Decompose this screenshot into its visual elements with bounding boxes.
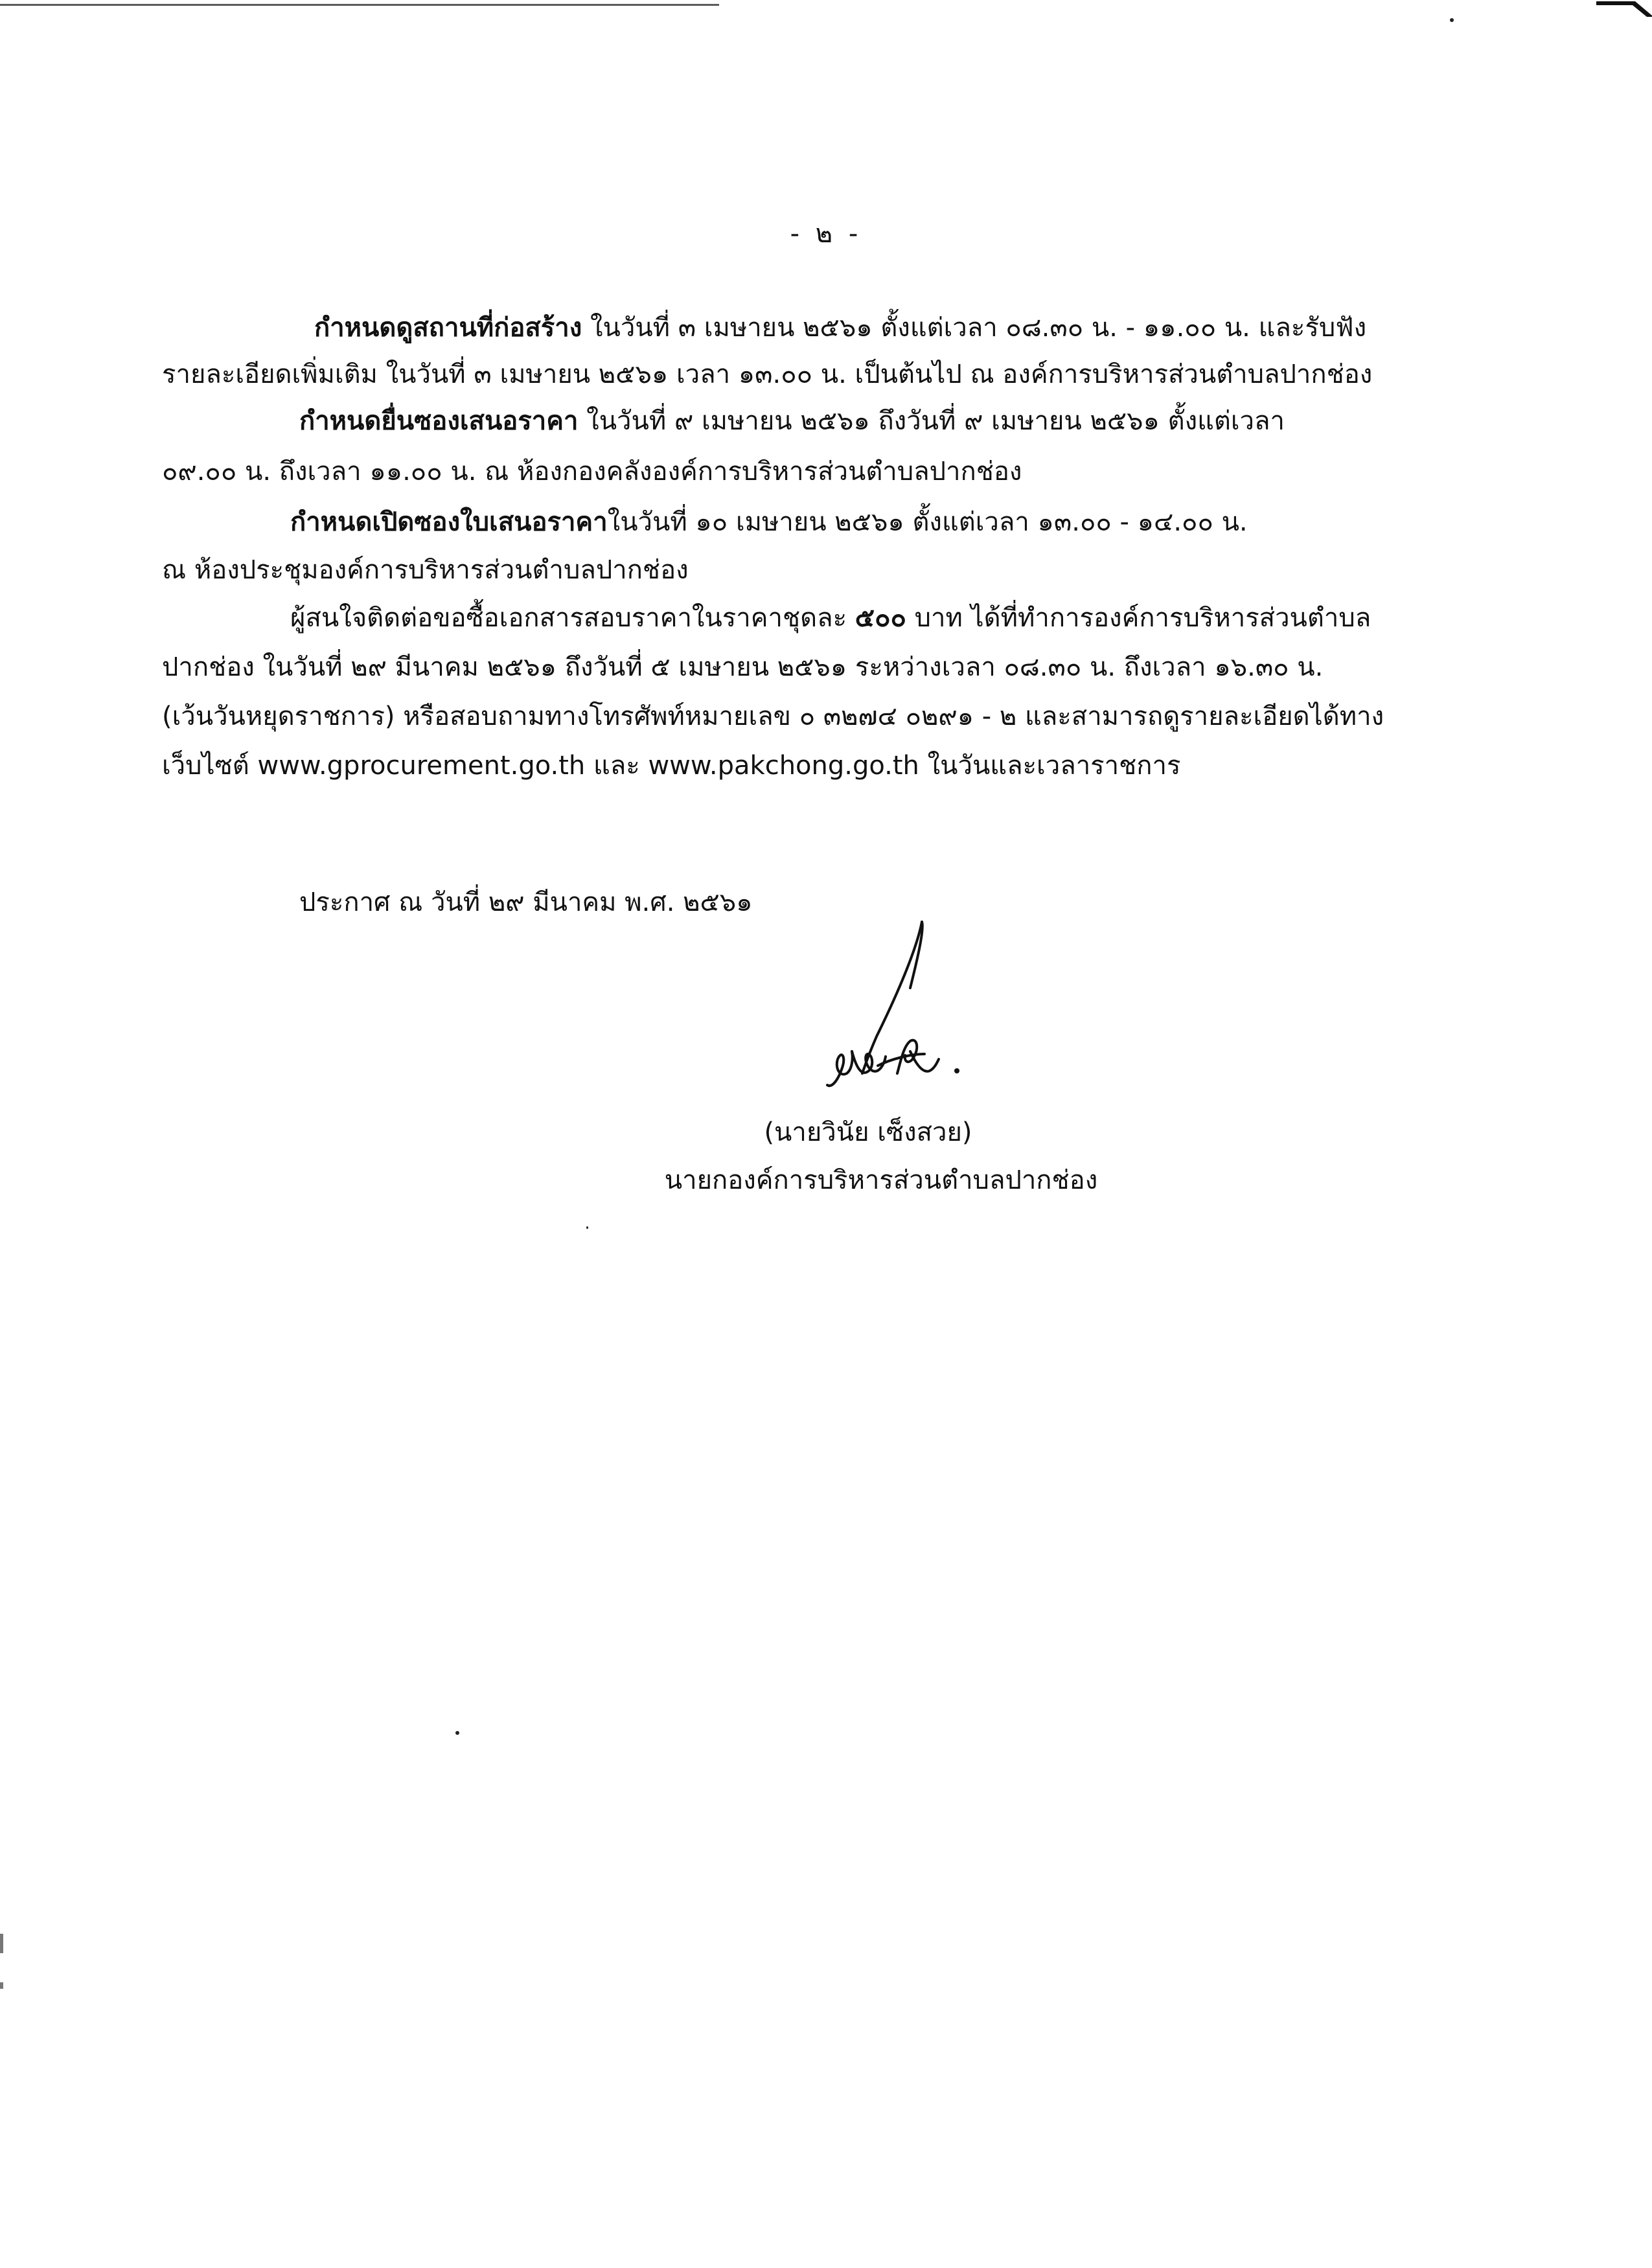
scan-speck	[586, 1226, 588, 1229]
para2-line1-text: ในวันที่ ๙ เมษายน ๒๕๖๑ ถึงวันที่ ๙ เมษายน ๒๕๖๑ ตั้งแต่เวลา	[578, 406, 1285, 436]
scan-edge-line	[0, 4, 719, 6]
para4-line1-text-a: ผู้สนใจติดต่อขอซื้อเอกสารสอบราคาในราคาชุดละ	[290, 603, 855, 633]
para2-line1	[299, 403, 1285, 439]
para1-line1-text: ในวันที่ ๓ เมษายน ๒๕๖๑ ตั้งแต่เวลา ๐๘.๓๐ น. - ๑๑.๐๐ น. และรับฟัง	[582, 313, 1367, 343]
para4-line2: ปากช่อง ในวันที่ ๒๙ มีนาคม ๒๕๖๑ ถึงวันที่ ๕ เมษายน ๒๕๖๑ ระหว่างเวลา ๐๘.๓๐ น. ถึงเวลา ๑๖.๓๐ น.	[162, 652, 1324, 682]
para4-line3: (เว้นวันหยุดราชการ) หรือสอบถามทางโทรศัพท์หมายเลข ๐ ๓๒๗๔ ๐๒๙๑ - ๒ และสามารถดูรายละเอียดได้ทาง	[162, 702, 1384, 731]
para1-line1	[314, 310, 1366, 346]
para1-line2: รายละเอียดเพิ่มเติม ในวันที่ ๓ เมษายน ๒๕๖๑ เวลา ๑๓.๐๐ น. เป็นต้นไป ณ องค์การบริหารส่วนตำบลปากช่อง	[162, 360, 1373, 389]
announcement-date: ประกาศ ณ วันที่ ๒๙ มีนาคม พ.ศ. ๒๕๖๑	[299, 888, 753, 917]
para3-line2: ณ ห้องประชุมองค์การบริหารส่วนตำบลปากช่อง	[162, 555, 689, 585]
para2-line2: ๐๙.๐๐ น. ถึงเวลา ๑๑.๐๐ น. ณ ห้องกองคลังองค์การบริหารส่วนตำบลปากช่อง	[162, 457, 1022, 487]
scan-speck	[455, 1731, 459, 1735]
document-price: ๕๐๐	[855, 603, 906, 633]
scan-speck	[1450, 18, 1454, 22]
signer-position: นายกองค์การบริหารส่วนตำบลปากช่อง	[664, 1165, 1098, 1195]
scan-edge-tick	[0, 1982, 3, 1989]
para3-line1-text: ในวันที่ ๑๐ เมษายน ๒๕๖๑ ตั้งแต่เวลา ๑๓.๐๐ - ๑๔.๐๐ น.	[607, 507, 1248, 537]
signer-name: (นายวินัย เซ็งสวย)	[764, 1117, 972, 1147]
para4-line1	[290, 600, 1371, 636]
para3-line1	[290, 504, 1248, 540]
scan-corner-mark	[1596, 0, 1652, 17]
signature-image	[813, 904, 981, 1098]
para2-heading: กำหนดยื่นซองเสนอราคา	[299, 406, 579, 436]
para4-line1-text-b: บาท ได้ที่ทำการองค์การบริหารส่วนตำบล	[906, 603, 1371, 633]
scan-edge-tick	[0, 1934, 3, 1953]
page-number: - ๒ -	[790, 219, 862, 249]
para1-heading: กำหนดดูสถานที่ก่อสร้าง	[314, 313, 582, 343]
para3-heading: กำหนดเปิดซองใบเสนอราคา	[290, 507, 608, 537]
para4-line4: เว็บไซต์ www.gprocurement.go.th และ www.pakchong.go.th ในวันและเวลาราชการ	[162, 751, 1181, 781]
